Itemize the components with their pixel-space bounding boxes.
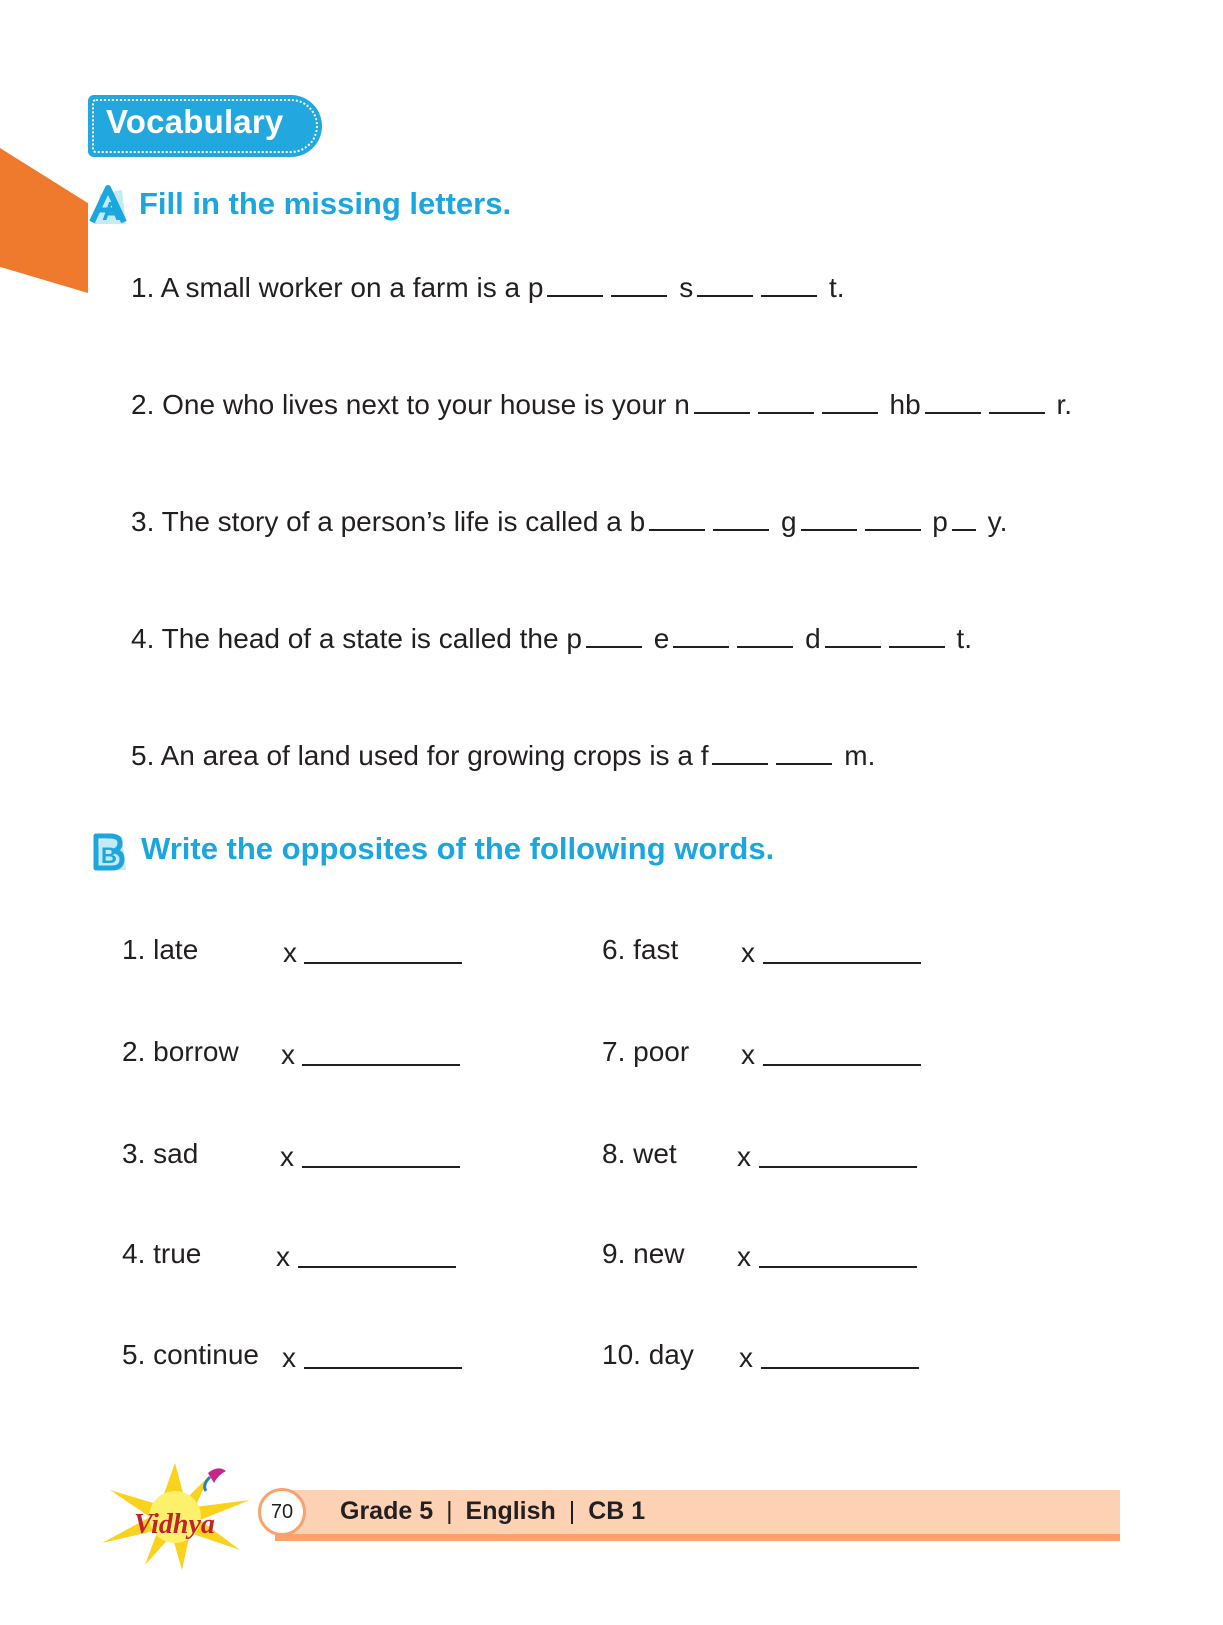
section-a-letter: A — [102, 196, 121, 226]
footer-separator: | — [568, 1497, 576, 1525]
opposite-answer-line[interactable] — [304, 962, 462, 964]
question-prompt: One who lives next to your house is your — [162, 389, 667, 420]
section-a-title: Fill in the missing letters. — [139, 186, 512, 221]
answer-blank[interactable] — [694, 412, 750, 414]
question-prompt: A small worker on a farm is a — [160, 272, 521, 303]
opposite-marker: x — [283, 937, 297, 968]
answer-blank[interactable] — [822, 412, 878, 414]
opposite-word: 4. true — [122, 1238, 202, 1269]
question-number: 4. — [131, 623, 155, 654]
opposite-answer-line[interactable] — [763, 1064, 921, 1066]
question-4 — [131, 623, 972, 655]
section-a-icon — [88, 184, 130, 228]
question-number: 3. — [131, 506, 155, 537]
answer-blank[interactable] — [737, 646, 793, 648]
opposite-answer-line[interactable] — [759, 1266, 917, 1268]
opposite-word: 6. fast — [602, 934, 679, 965]
opposite-marker: x — [737, 1141, 751, 1172]
answer-blank[interactable] — [611, 295, 667, 297]
opposite-word: 5. continue — [122, 1339, 259, 1370]
question-2 — [131, 389, 1072, 421]
opposite-answer-line[interactable] — [302, 1166, 460, 1168]
given-letters: d — [805, 623, 821, 654]
footer-stripe — [275, 1534, 1120, 1541]
given-letters: t. — [828, 272, 845, 303]
answer-blank[interactable] — [547, 295, 603, 297]
footer-course-info — [340, 1497, 645, 1526]
given-letters: r. — [1056, 389, 1073, 420]
opposite-marker: x — [282, 1342, 296, 1373]
answer-blank[interactable] — [989, 412, 1045, 414]
given-letters: g — [780, 506, 797, 537]
opposite-answer-line[interactable] — [763, 962, 921, 964]
opposite-marker: x — [737, 1241, 751, 1272]
opposite-marker: x — [741, 1039, 755, 1070]
opposite-answer-line[interactable] — [759, 1166, 917, 1168]
given-letters: b — [629, 506, 646, 537]
opposite-marker: x — [276, 1241, 290, 1272]
opposite-word: 9. new — [602, 1238, 685, 1269]
section-b-title: Write the opposites of the following words. — [141, 831, 775, 866]
given-letters: s — [679, 272, 694, 303]
opposite-marker: x — [280, 1141, 294, 1172]
opposite-word: 8. wet — [602, 1138, 677, 1169]
question-1 — [131, 272, 845, 304]
opposite-word: 1. late — [122, 934, 199, 965]
question-number: 1. — [131, 272, 155, 303]
answer-blank[interactable] — [697, 295, 753, 297]
answer-blank[interactable] — [758, 412, 814, 414]
answer-blank[interactable] — [673, 646, 729, 648]
footer-subject: English — [465, 1497, 556, 1525]
given-letters: m. — [844, 740, 876, 771]
question-prompt: The story of a person’s life is called a — [161, 506, 622, 537]
answer-blank[interactable] — [776, 763, 832, 765]
logo-text: Vidhya — [134, 1509, 215, 1540]
given-letters: e — [653, 623, 670, 654]
orange-corner-tab — [0, 148, 88, 293]
opposite-answer-line[interactable] — [761, 1367, 919, 1369]
section-b-letter: B — [101, 843, 117, 868]
vocabulary-badge-label: Vocabulary — [106, 103, 284, 140]
page-number: 70 — [258, 1488, 306, 1536]
answer-blank[interactable] — [761, 295, 817, 297]
answer-blank[interactable] — [586, 646, 642, 648]
answer-blank[interactable] — [713, 529, 769, 531]
question-prompt: An area of land used for growing crops is a — [160, 740, 693, 771]
question-3 — [131, 506, 1007, 538]
vidhya-logo — [90, 1455, 260, 1575]
question-prompt: The head of a state is called the — [161, 623, 559, 654]
given-letters: p — [932, 506, 948, 537]
answer-blank[interactable] — [825, 646, 881, 648]
opposite-marker: x — [739, 1342, 753, 1373]
question-number: 5. — [131, 740, 155, 771]
answer-blank[interactable] — [865, 529, 921, 531]
answer-blank[interactable] — [889, 646, 945, 648]
given-letters: n — [674, 389, 690, 420]
given-letters: t. — [956, 623, 972, 654]
footer-grade: Grade 5 — [340, 1497, 434, 1525]
given-letters: y. — [987, 506, 1008, 537]
answer-blank[interactable] — [925, 412, 981, 414]
section-b-icon — [88, 830, 130, 874]
opposite-answer-line[interactable] — [304, 1367, 462, 1369]
opposite-marker: x — [281, 1039, 295, 1070]
opposite-word: 2. borrow — [122, 1036, 239, 1067]
given-letters: p — [527, 272, 544, 303]
answer-blank[interactable] — [649, 529, 705, 531]
answer-blank[interactable] — [952, 529, 976, 531]
question-number: 2. — [131, 389, 155, 420]
given-letters: p — [566, 623, 582, 654]
given-letters: hb — [889, 389, 921, 420]
opposite-word: 10. day — [602, 1339, 694, 1370]
answer-blank[interactable] — [801, 529, 857, 531]
opposite-answer-line[interactable] — [298, 1266, 456, 1268]
opposite-answer-line[interactable] — [302, 1064, 460, 1066]
given-letters: f — [700, 740, 709, 771]
answer-blank[interactable] — [712, 763, 768, 765]
question-5 — [131, 740, 875, 772]
vocabulary-badge — [88, 95, 322, 157]
opposite-word: 7. poor — [602, 1036, 690, 1067]
opposite-marker: x — [741, 937, 755, 968]
footer-separator: | — [446, 1497, 453, 1525]
opposite-word: 3. sad — [122, 1138, 199, 1169]
footer-book: CB 1 — [588, 1497, 646, 1525]
